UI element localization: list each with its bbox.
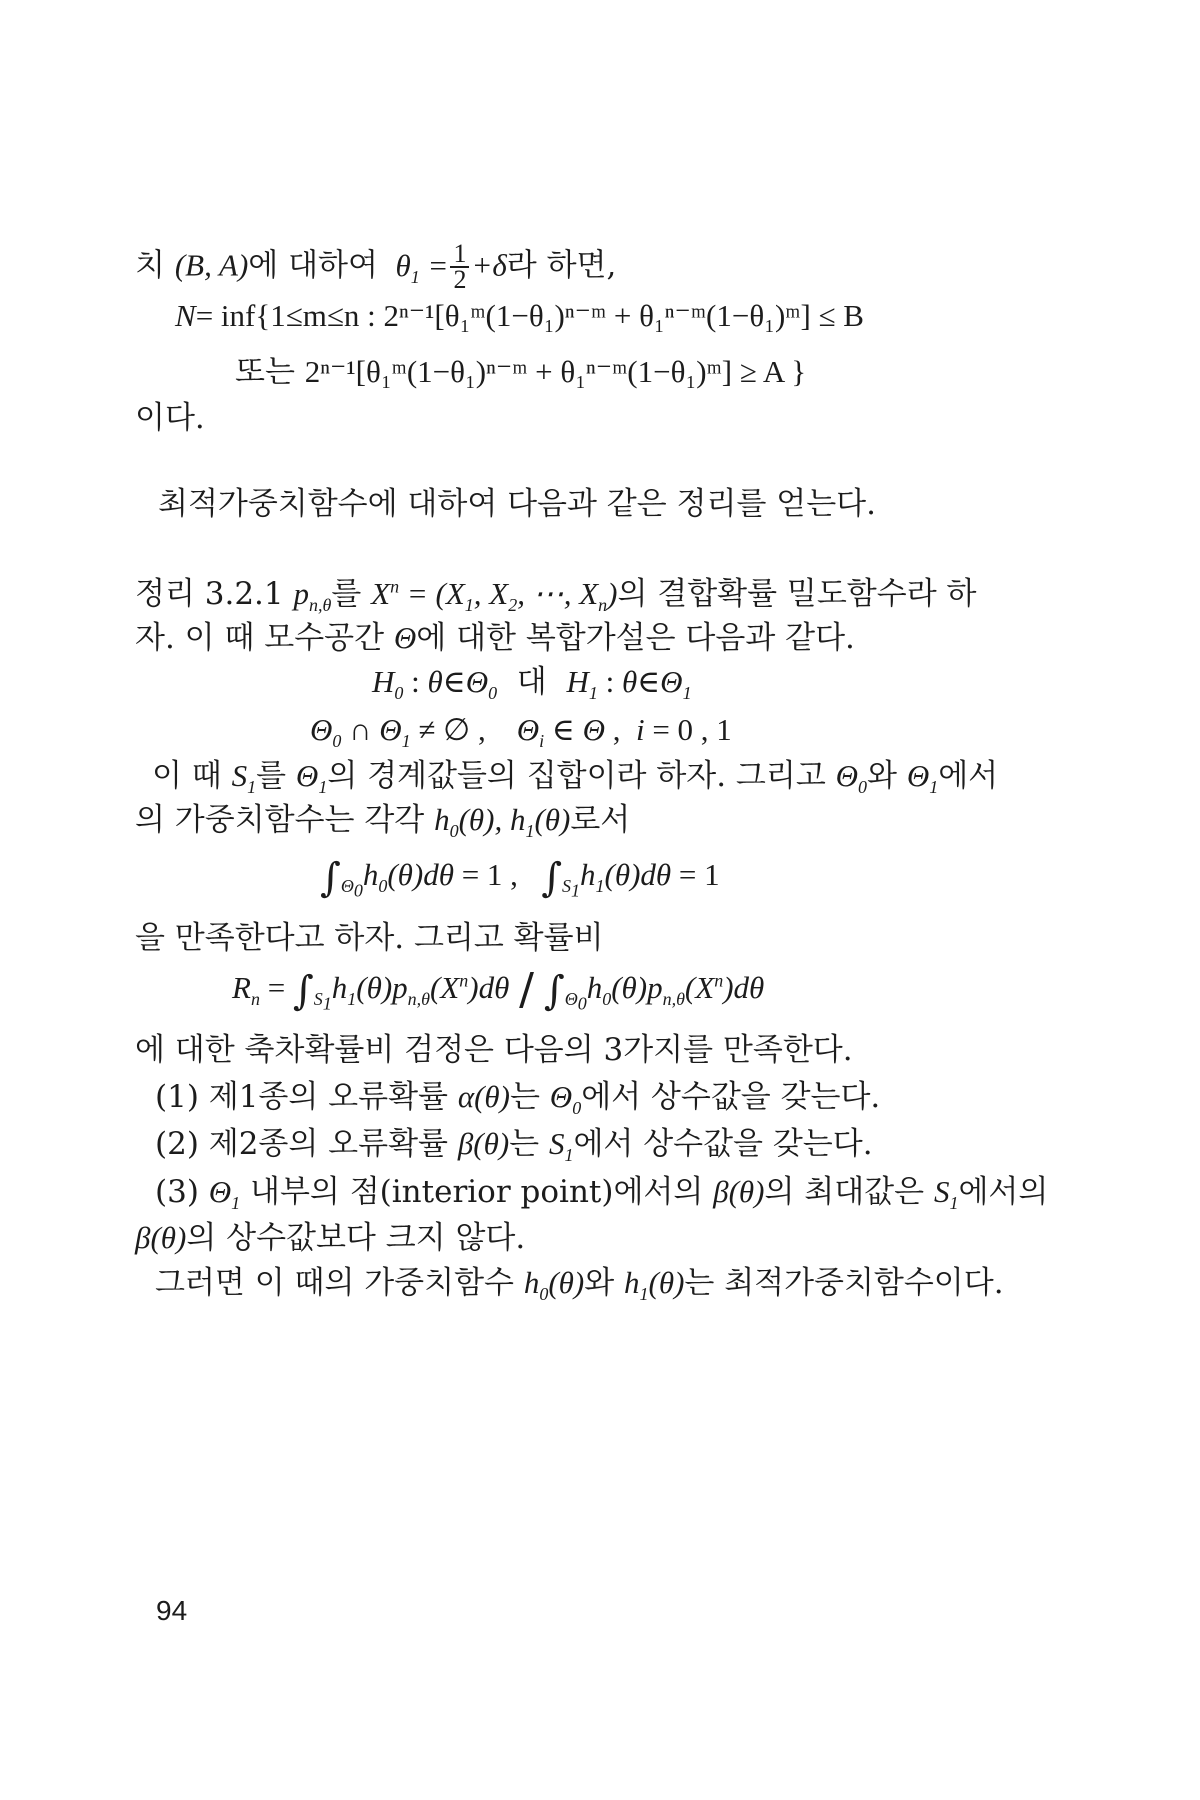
lead-sentence: 최적가중치함수에 대하여 다음과 같은 정리를 얻는다.	[158, 486, 876, 522]
normalization-integrals: $\int_{\Theta_0}h_0(\theta)d\theta = 1$ , $\int_{S_1}h_1(\theta)d\theta = 1$	[320, 855, 720, 901]
likelihood-ratio: $R_n = \int_{S_1}h_1(\theta)p_{n,\theta}(X^n)d\theta / \int_{\Theta_0}h_0(\theta)p_{n,\theta}(X^n)d\theta$	[232, 964, 765, 1015]
theorem-line-5: 이 때 $S_1$를 $\Theta_1$의 경계값들의 집합이라 하자. 그리고 $\Theta_0$와 $\Theta_1$에서	[152, 758, 999, 798]
theorem-line-10: 에 대한 축차확률비 검정은 다음의 3가지를 만족한다.	[135, 1032, 853, 1068]
theorem-label: 정리 3.2.1	[135, 576, 284, 612]
N-definition-or: 또는 2ⁿ⁻¹[θ₁ᵐ(1−θ₁)ⁿ⁻ᵐ + θ₁ⁿ⁻ᵐ(1−θ₁)ᵐ] ≥ A }	[235, 354, 807, 390]
intro-end: 이다.	[135, 400, 205, 436]
theorem-line-6: 의 가중치함수는 각각 $h_0(\theta)$, $h_1(\theta)$로서	[135, 802, 631, 842]
page-number: 94	[156, 1595, 188, 1626]
theta1-def: $\theta_1$ =	[387, 247, 449, 287]
item-2: (2) 제2종의 오류확률 β(θ)는 $S_1$에서 상수값을 갖는다.	[155, 1126, 873, 1166]
theorem-line-1: 정리 3.2.1 $p_{n,\theta}$를 $X^n = (X_1$, $X_2$, ⋯, $X_n$)의 결합확률 밀도함수라 하	[135, 576, 977, 616]
item-1: (1) 제1종의 오류확률 α(θ)는 $\Theta_0$에서 상수값을 갖는다.	[155, 1079, 881, 1119]
theorem-line-8: 을 만족한다고 하자. 그리고 확률비	[135, 920, 604, 956]
theorem-conclusion: 그러면 이 때의 가중치함수 $h_0(\theta)$와 $h_1(\theta)$는 최적가중치함수이다.	[155, 1265, 1004, 1305]
pair-BA: (B, A)	[174, 247, 249, 283]
item-3-cont: β(θ)의 상수값보다 크지 않다.	[135, 1220, 526, 1256]
N-definition: N= inf{1≤m≤n : 2ⁿ⁻¹[θ₁ᵐ(1−θ₁)ⁿ⁻ᵐ + θ₁ⁿ⁻ᵐ(1−θ₁)ᵐ] ≤ B	[175, 298, 864, 333]
theorem-line-2: 자. 이 때 모수공간 Θ에 대한 복합가설은 다음과 같다.	[135, 620, 855, 656]
item-3: (3) $\Theta_1$ 내부의 점(interior point)에서의 β(θ)의 최대값은 $S_1$에서의	[155, 1174, 1049, 1214]
hypotheses: $H_0$ : $\theta\in\Theta_0$ 대 $H_1$ : $\theta\in\Theta_1$	[372, 664, 692, 704]
intro-line-1: 치 (B, A)에 대하여 $\theta_1$ = $\frac{1}{2}$ +δ라 하면,	[135, 239, 617, 294]
parameter-sets: $\Theta_0$ ∩ $\Theta_1$ ≠ ∅ , $\Theta_i$ ∈ Θ , i = 0 , 1	[310, 712, 732, 752]
fraction-half: $\frac{1}{2}$	[450, 242, 469, 292]
